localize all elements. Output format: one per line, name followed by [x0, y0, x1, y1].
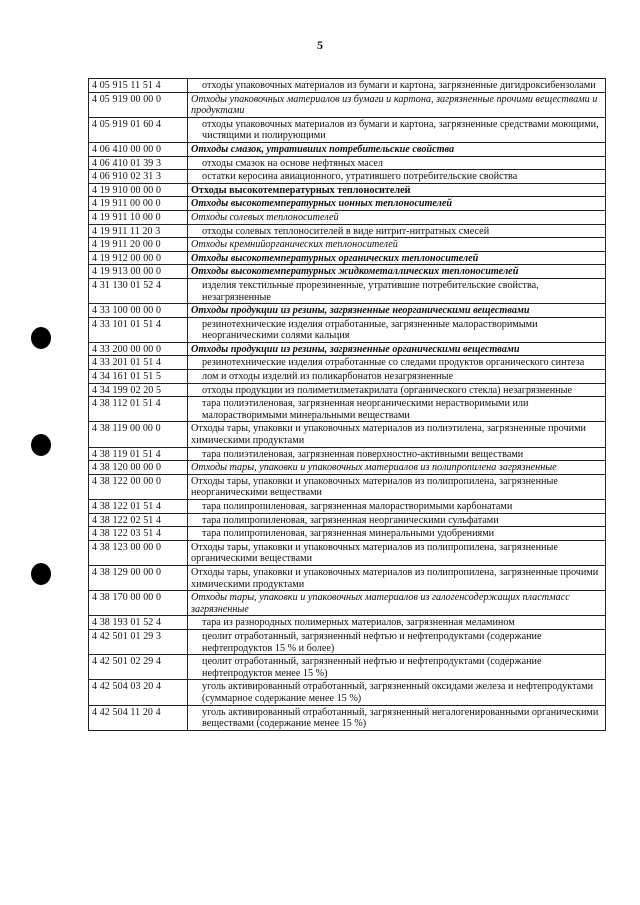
table-row — [89, 317, 606, 342]
table-row — [89, 527, 606, 541]
table-row — [89, 565, 606, 590]
waste-description: тара полипропиленовая, загрязненная малорастворимыми карбонатами — [188, 500, 606, 514]
table-row — [89, 474, 606, 499]
table-row — [89, 197, 606, 211]
waste-description: тара полиэтиленовая, загрязненная поверхностно-активными веществами — [188, 447, 606, 461]
waste-description: резинотехнические изделия отработанные, загрязненные малорастворимыми неорганическими солями кальция — [188, 317, 606, 342]
waste-code: 4 05 919 01 60 4 — [89, 117, 188, 142]
table-row — [89, 304, 606, 318]
waste-code: 4 19 911 10 00 0 — [89, 210, 188, 224]
waste-description: цеолит отработанный, загрязненный нефтью и нефтепродуктами (содержание нефтепродуктов менее 15 %) — [188, 655, 606, 680]
waste-code: 4 38 119 01 51 4 — [89, 447, 188, 461]
waste-code: 4 19 911 20 00 0 — [89, 238, 188, 252]
table-row — [89, 117, 606, 142]
table-row — [89, 183, 606, 197]
table-row — [89, 370, 606, 384]
waste-code: 4 34 199 02 20 5 — [89, 383, 188, 397]
waste-code: 4 06 410 01 39 3 — [89, 156, 188, 170]
waste-description: изделия текстильные прорезиненные, утратившие потребительские свойства, незагрязненные — [188, 278, 606, 303]
waste-description: лом и отходы изделий из поликарбонатов незагрязненные — [188, 370, 606, 384]
waste-description: Отходы упаковочных материалов из бумаги и картона, загрязненные прочими веществами и продуктами — [188, 92, 606, 117]
table-row — [89, 383, 606, 397]
waste-code: 4 38 170 00 00 0 — [89, 591, 188, 616]
waste-code: 4 42 504 11 20 4 — [89, 705, 188, 730]
waste-code: 4 34 161 01 51 5 — [89, 370, 188, 384]
waste-code: 4 06 410 00 00 0 — [89, 142, 188, 156]
table-row — [89, 238, 606, 252]
table-row — [89, 629, 606, 654]
waste-description: Отходы кремнийорганических теплоносителей — [188, 238, 606, 252]
waste-code: 4 31 130 01 52 4 — [89, 278, 188, 303]
waste-description: Отходы тары, упаковки и упаковочных материалов из полипропилена загрязненные — [188, 461, 606, 475]
waste-code: 4 19 911 00 00 0 — [89, 197, 188, 211]
punch-hole-bottom — [31, 563, 51, 585]
waste-code: 4 19 910 00 00 0 — [89, 183, 188, 197]
waste-description: Отходы высокотемпературных органических теплоносителей — [188, 251, 606, 265]
waste-description: тара полипропиленовая, загрязненная неорганическими сульфатами — [188, 513, 606, 527]
waste-description: Отходы тары, упаковки и упаковочных материалов из полипропилена, загрязненные неорганическими веществами — [188, 474, 606, 499]
waste-code: 4 42 501 02 29 4 — [89, 655, 188, 680]
waste-description: тара полиэтиленовая, загрязненная неорганическими нерастворимыми или малорастворимыми минеральными веществами — [188, 397, 606, 422]
waste-description: тара из разнородных полимерных материалов, загрязненная меламином — [188, 616, 606, 630]
table-row — [89, 616, 606, 630]
waste-code: 4 19 911 11 20 3 — [89, 224, 188, 238]
waste-code: 4 38 123 00 00 0 — [89, 540, 188, 565]
waste-description: Отходы высокотемпературных теплоносителей — [188, 183, 606, 197]
waste-code: 4 19 913 00 00 0 — [89, 265, 188, 279]
waste-description: Отходы смазок, утративших потребительские свойства — [188, 142, 606, 156]
waste-code: 4 38 119 00 00 0 — [89, 422, 188, 447]
table-row — [89, 461, 606, 475]
waste-code: 4 38 122 03 51 4 — [89, 527, 188, 541]
waste-classification-table — [88, 78, 606, 731]
waste-description: Отходы продукции из резины, загрязненные органическими веществами — [188, 342, 606, 356]
waste-description: тара полипропиленовая, загрязненная минеральными удобрениями — [188, 527, 606, 541]
table-row — [89, 513, 606, 527]
waste-description: остатки керосина авиационного, утратившего потребительские свойства — [188, 170, 606, 184]
table-row — [89, 210, 606, 224]
waste-code: 4 42 501 01 29 3 — [89, 629, 188, 654]
waste-code: 4 38 193 01 52 4 — [89, 616, 188, 630]
waste-code: 4 42 504 03 20 4 — [89, 680, 188, 705]
table-row — [89, 680, 606, 705]
waste-code: 4 38 129 00 00 0 — [89, 565, 188, 590]
punch-hole-top — [31, 327, 51, 349]
waste-description: резинотехнические изделия отработанные со следами продуктов органического синтеза — [188, 356, 606, 370]
waste-code: 4 33 101 01 51 4 — [89, 317, 188, 342]
waste-code: 4 33 201 01 51 4 — [89, 356, 188, 370]
waste-code: 4 38 112 01 51 4 — [89, 397, 188, 422]
waste-description: отходы упаковочных материалов из бумаги и картона, загрязненные средствами моющими, чистящими и полирующими — [188, 117, 606, 142]
table-row — [89, 356, 606, 370]
waste-description: Отходы тары, упаковки и упаковочных материалов из полипропилена, загрязненные органическими веществами — [188, 540, 606, 565]
waste-description: Отходы продукции из резины, загрязненные неорганическими веществами — [188, 304, 606, 318]
table-body — [89, 79, 606, 731]
waste-description: отходы продукции из полиметилметакрилата (органического стекла) незагрязненные — [188, 383, 606, 397]
waste-code: 4 38 122 00 00 0 — [89, 474, 188, 499]
waste-description: цеолит отработанный, загрязненный нефтью и нефтепродуктами (содержание нефтепродуктов 15 % и более) — [188, 629, 606, 654]
waste-code: 4 33 200 00 00 0 — [89, 342, 188, 356]
waste-description: Отходы высокотемпературных ионных теплоносителей — [188, 197, 606, 211]
table-row — [89, 79, 606, 93]
waste-description: Отходы солевых теплоносителей — [188, 210, 606, 224]
table-row — [89, 447, 606, 461]
waste-description: уголь активированный отработанный, загрязненный оксидами железа и нефтепродуктами (суммарное содержание менее 15 %) — [188, 680, 606, 705]
waste-description: уголь активированный отработанный, загрязненный негалогенированными органическими веществами (содержание менее 15 %) — [188, 705, 606, 730]
table-row — [89, 655, 606, 680]
table-row — [89, 342, 606, 356]
table-row — [89, 142, 606, 156]
waste-description: отходы смазок на основе нефтяных масел — [188, 156, 606, 170]
table-row — [89, 591, 606, 616]
waste-description: Отходы тары, упаковки и упаковочных материалов из полипропилена, загрязненные прочими химическими продуктами — [188, 565, 606, 590]
waste-code: 4 05 915 11 51 4 — [89, 79, 188, 93]
waste-description: Отходы высокотемпературных жидкометаллических теплоносителей — [188, 265, 606, 279]
waste-code: 4 38 120 00 00 0 — [89, 461, 188, 475]
table-row — [89, 92, 606, 117]
table-row — [89, 251, 606, 265]
waste-code: 4 38 122 01 51 4 — [89, 500, 188, 514]
waste-code: 4 33 100 00 00 0 — [89, 304, 188, 318]
waste-description: Отходы тары, упаковки и упаковочных материалов из галогенсодержащих пластмасс загрязненные — [188, 591, 606, 616]
table-row — [89, 705, 606, 730]
page-number: 5 — [317, 38, 323, 52]
waste-code: 4 19 912 00 00 0 — [89, 251, 188, 265]
waste-description: отходы солевых теплоносителей в виде нитрит-нитратных смесей — [188, 224, 606, 238]
waste-description: Отходы тары, упаковки и упаковочных материалов из полиэтилена, загрязненные прочими химическими продуктами — [188, 422, 606, 447]
waste-description: отходы упаковочных материалов из бумаги и картона, загрязненные дигидроксибензолами — [188, 79, 606, 93]
punch-hole-middle — [31, 434, 51, 456]
table-row — [89, 397, 606, 422]
table-row — [89, 278, 606, 303]
table-row — [89, 540, 606, 565]
table-row — [89, 156, 606, 170]
table-row — [89, 500, 606, 514]
table-row — [89, 170, 606, 184]
waste-code: 4 05 919 00 00 0 — [89, 92, 188, 117]
table-row — [89, 265, 606, 279]
waste-code: 4 06 910 02 31 3 — [89, 170, 188, 184]
waste-code: 4 38 122 02 51 4 — [89, 513, 188, 527]
table-row — [89, 224, 606, 238]
table-row — [89, 422, 606, 447]
